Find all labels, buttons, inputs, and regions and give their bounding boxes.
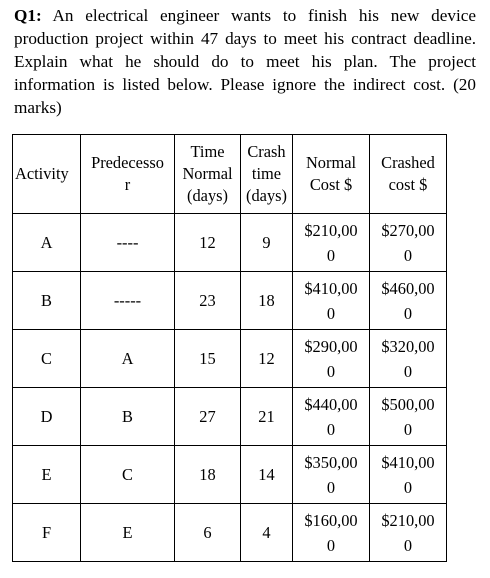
normal-cost-line2: 0: [326, 303, 336, 323]
crashed-cost-line1: $210,00: [381, 510, 435, 530]
cell-predecessor: ----: [81, 214, 175, 272]
cell-crash-time: 14: [241, 446, 293, 504]
header-predecessor-line2: r: [124, 175, 131, 194]
cell-normal-cost: [293, 504, 370, 562]
normal-cost-line1: $350,00: [304, 452, 358, 472]
cell-predecessor: B: [81, 388, 175, 446]
project-table: [12, 134, 447, 562]
header-activity: [13, 135, 81, 214]
crashed-cost-line2: 0: [403, 303, 413, 323]
normal-cost-line2: 0: [326, 535, 336, 555]
header-normal-cost-line2: Cost $: [309, 175, 353, 194]
crashed-cost-line1: $410,00: [381, 452, 435, 472]
cell-crash-time: 4: [241, 504, 293, 562]
header-normal-line1: Time: [190, 142, 225, 161]
header-crash-line1: Crash: [247, 142, 286, 161]
header-crash-time: [241, 135, 293, 214]
crashed-cost-line2: 0: [403, 477, 413, 497]
cell-normal-time: 15: [175, 330, 241, 388]
cell-activity: A: [13, 214, 81, 272]
header-normal-line2: Normal: [182, 164, 233, 183]
cell-normal-cost: [293, 330, 370, 388]
normal-cost-line1: $440,00: [304, 394, 358, 414]
cell-crashed-cost: [370, 272, 447, 330]
cell-predecessor: A: [81, 330, 175, 388]
table-row: [13, 272, 447, 330]
header-predecessor-line1: Predecesso: [91, 153, 164, 172]
cell-crashed-cost: [370, 330, 447, 388]
crashed-cost-line1: $500,00: [381, 394, 435, 414]
cell-activity: B: [13, 272, 81, 330]
crashed-cost-line2: 0: [403, 361, 413, 381]
cell-crash-time: 18: [241, 272, 293, 330]
crashed-cost-line2: 0: [403, 245, 413, 265]
header-crash-line3: (days): [246, 186, 287, 205]
cell-normal-time: 27: [175, 388, 241, 446]
header-normal-time: [175, 135, 241, 214]
header-crashed-cost-line2: cost $: [388, 175, 428, 194]
header-normal-line3: (days): [187, 186, 228, 205]
table-row: [13, 330, 447, 388]
question-body: An electrical engineer wants to finish his new device production project within 47 days to meet his contract deadline. Explain what he should do to meet his plan. The project information is listed below. Please ignore the indirect cost. (20 marks): [14, 6, 476, 117]
crashed-cost-line1: $320,00: [381, 336, 435, 356]
crashed-cost-line1: $270,00: [381, 220, 435, 240]
cell-activity: F: [13, 504, 81, 562]
normal-cost-line2: 0: [326, 477, 336, 497]
normal-cost-line2: 0: [326, 245, 336, 265]
header-normal-cost: [293, 135, 370, 214]
header-crashed-cost: [370, 135, 447, 214]
cell-normal-cost: [293, 272, 370, 330]
cell-normal-time: 12: [175, 214, 241, 272]
cell-crash-time: 21: [241, 388, 293, 446]
header-normal-cost-line1: Normal: [305, 153, 357, 172]
table-row: [13, 214, 447, 272]
question-text: [14, 4, 476, 119]
header-crash-line2: time: [251, 164, 282, 183]
header-predecessor: [81, 135, 175, 214]
normal-cost-line1: $210,00: [304, 220, 358, 240]
crashed-cost-line2: 0: [403, 419, 413, 439]
table-header-row: [13, 135, 447, 214]
cell-predecessor: E: [81, 504, 175, 562]
cell-normal-time: 18: [175, 446, 241, 504]
normal-cost-line1: $410,00: [304, 278, 358, 298]
normal-cost-line2: 0: [326, 419, 336, 439]
cell-activity: C: [13, 330, 81, 388]
normal-cost-line1: $160,00: [304, 510, 358, 530]
normal-cost-line1: $290,00: [304, 336, 358, 356]
cell-crashed-cost: [370, 446, 447, 504]
table-row: [13, 446, 447, 504]
crashed-cost-line1: $460,00: [381, 278, 435, 298]
table-row: [13, 388, 447, 446]
question-label: Q1:: [14, 6, 42, 25]
cell-crash-time: 9: [241, 214, 293, 272]
cell-normal-cost: [293, 388, 370, 446]
cell-normal-cost: [293, 214, 370, 272]
header-activity-text: Activity: [15, 164, 69, 183]
cell-crashed-cost: [370, 388, 447, 446]
normal-cost-line2: 0: [326, 361, 336, 381]
cell-crashed-cost: [370, 504, 447, 562]
cell-activity: E: [13, 446, 81, 504]
cell-predecessor: C: [81, 446, 175, 504]
header-crashed-cost-line1: Crashed: [381, 153, 435, 172]
cell-crash-time: 12: [241, 330, 293, 388]
cell-normal-time: 23: [175, 272, 241, 330]
table-row: [13, 504, 447, 562]
crashed-cost-line2: 0: [403, 535, 413, 555]
table-body: [13, 214, 447, 562]
cell-normal-cost: [293, 446, 370, 504]
cell-activity: D: [13, 388, 81, 446]
cell-crashed-cost: [370, 214, 447, 272]
cell-predecessor: -----: [81, 272, 175, 330]
cell-normal-time: 6: [175, 504, 241, 562]
